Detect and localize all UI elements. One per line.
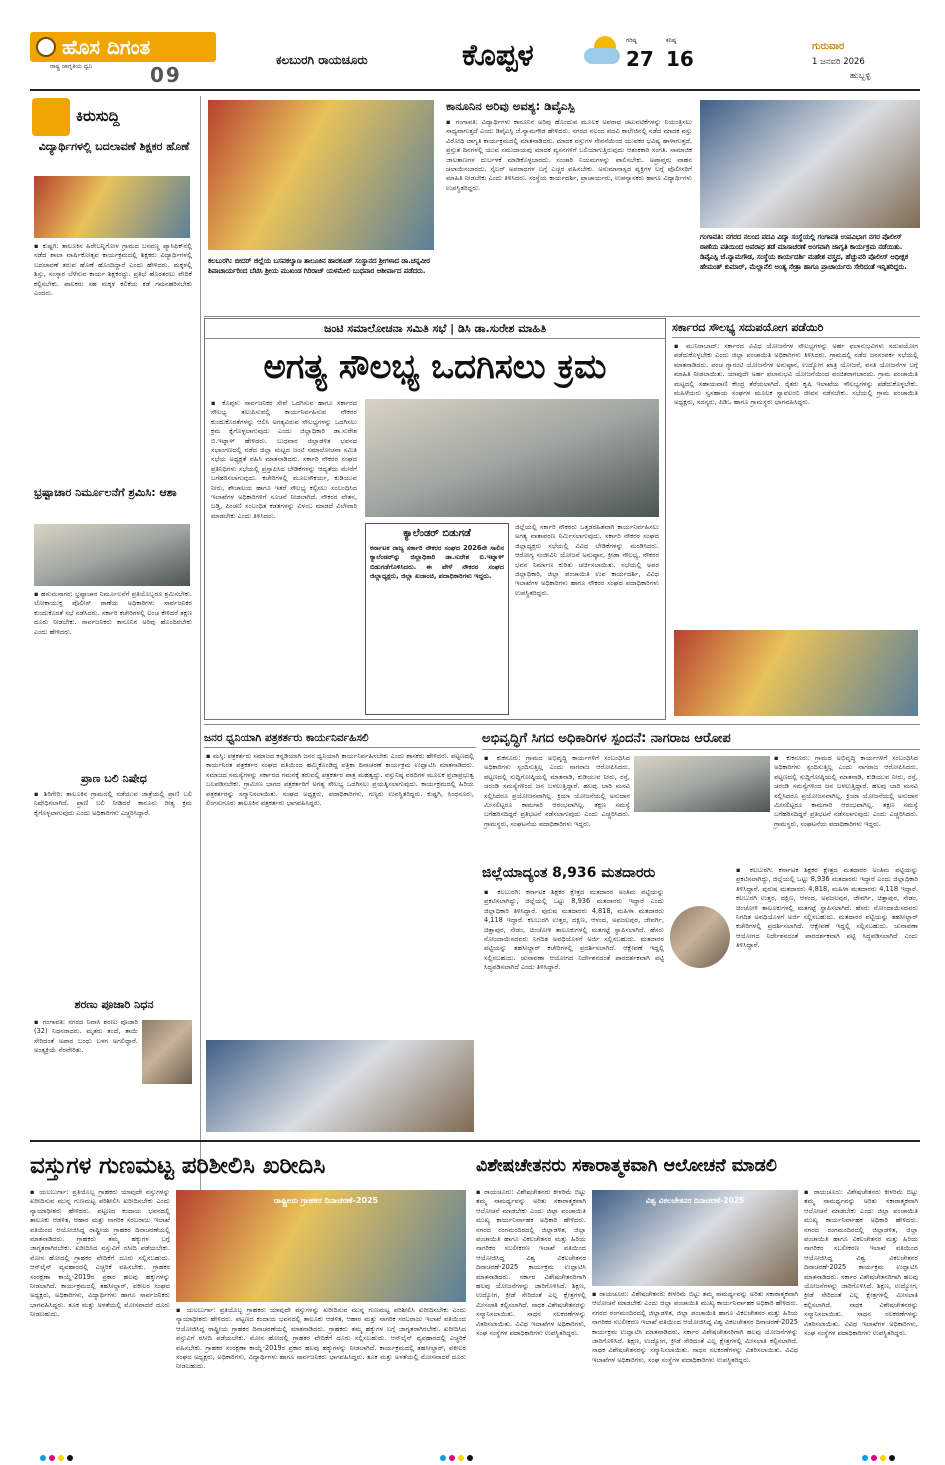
main-photo: [365, 399, 659, 517]
story1-photo: [34, 176, 190, 238]
dysp-caption: ಗಂಗಾವತಿ: ನಗರದ ನಲಂದ ಪದವಿ ವಿದ್ಯಾ ಸಂಸ್ಥೆಯಲ್ಲಿ ಗಂಗಾವತಿ ಉಪವಿಭಾಗ ನಗರ ಪೊಲೀಸ್ ಠಾಣೆಯ ವತಿಯಿಂದ ಅಪರಾಧ ತಡೆ ಮಾಸಾಚರಣೆ ಅಂಗವಾಗಿ ಜಾಗೃತಿ ಕಾರ್ಯಕ್ರಮ ನಡೆಯಿತು. ಡಿವೈಎಸ್ಪಿ ಜೆ.ನ್ಯಾಮಗೌಡ, ಸಂಸ್ಥೆಯ ಕಾರ್ಯದರ್ಶಿ ಮಹೇಶ ವಸ್ತ್ರದ, ಹೆಚ್ಚುವರಿ ಪೊಲೀಸ್ ಅಧೀಕ್ಷಕ ಹೇಮಂತ್ ಕುಮಾರ್, ಮೆಲ್ಲಾನೆಲಿ ಅಂತ್ಯ ನೇತ್ರಾ ಹಾಗೂ ಪ್ರಾಚಾರ್ಯರು ಸೇರಿದಂತೆ ಇನ್ನಿತರಿದ್ದರು.: [700, 233, 908, 271]
logo-text: ಹೊಸ ದಿಗಂತ: [62, 35, 151, 59]
main-story: [204, 318, 666, 720]
bottom-section-rule: [30, 1140, 920, 1142]
city: ಹುಬ್ಬಳ್ಳಿ: [850, 71, 871, 81]
govt-benefit-story: [672, 318, 920, 720]
weather-icon: [584, 34, 624, 70]
date: 1 ಜನವರಿ 2026: [812, 57, 865, 67]
story2-photo: [34, 524, 190, 586]
story4-portrait: [142, 1020, 192, 1084]
journalists-title: ಜನರ ಧ್ವನಿಯಾಗಿ ಪತ್ರಕರ್ತರು ಕಾರ್ಯನಿರ್ವಹಿಸಲಿ: [204, 728, 476, 748]
voters-story: [482, 862, 920, 1136]
officials-story: [482, 728, 920, 860]
main-kicker: ಜಂಟಿ ಸಮಾಲೋಚನಾ ಸಮಿತಿ ಸಭೆ | ಡಿಸಿ ಡಾ.ಸುರೇಶ ಮಾಹಿತಿ: [205, 319, 665, 339]
officials-text: ▪ ಕುಕನೂರು: ಗ್ರಾಮದ ಅಭಿವೃದ್ಧಿ ಕಾರ್ಯಗಳಿಗೆ ಸಂಬಂಧಿಸಿದ ಅಧಿಕಾರಿಗಳು ಸ್ಪಂದಿಸುತ್ತಿಲ್ಲ ಎಂದು ನಾಗರಾಜ ಆರೋಪಿಸಿದರು. ಪಟ್ಟಣದಲ್ಲಿ ಸುದ್ದಿಗೋಷ್ಠಿಯಲ್ಲಿ ಮಾತನಾಡಿ, ಕುಡಿಯುವ ನೀರು, ರಸ್ತೆ, ಚರಂಡಿ ಸಮಸ್ಯೆಗಳಿಂದ ಜನ ಬಳಲುತ್ತಿದ್ದಾರೆ. ಹಲವು ಬಾರಿ ಮನವಿ ಸಲ್ಲಿಸಿದರೂ ಪ್ರಯೋಜನವಾಗಿಲ್ಲ. ಕ್ರಿಯಾ ಯೋಜನೆಯಲ್ಲಿ ಅನುದಾನ ಮೀಸಲಿಟ್ಟರೂ ಕಾಮಗಾರಿ ಆರಂಭವಾಗಿಲ್ಲ. ತಕ್ಷಣ ಸಮಸ್ಯೆ ಬಗೆಹರಿಸದಿದ್ದರೆ ಪ್ರತಿಭಟನೆ ನಡೆಸಲಾಗುವುದು ಎಂದು ಎಚ್ಚರಿಸಿದರು. ಗ್ರಾಮಸ್ಥರು, ಸಂಘಟನೆಯ ಪದಾಧಿಕಾರಿಗಳು ಇದ್ದರು.: [484, 754, 633, 828]
registration-dots-right: [862, 1446, 922, 1454]
voters-title: ಜಿಲ್ಲೆಯಾದ್ಯಂತ 8,936 ಮತದಾರರು: [482, 865, 656, 881]
govt-benefit-title: ಸರ್ಕಾರದ ಸೌಲಭ್ಯ ಸದುಪಯೋಗ ಪಡೆಯಿರಿ: [672, 318, 920, 338]
story2-text: ▪ ಹನುಮಸಾಗರ: ಭ್ರಷ್ಟಾಚಾರ ನಿರ್ಮೂಲನೆಗೆ ಪ್ರತಿಯೊಬ್ಬರೂ ಶ್ರಮಿಸಬೇಕು. ಲೋಕಾಯುಕ್ತ ಪೊಲೀಸ್ ಠಾಣೆಯ ಅಧಿಕಾರಿಗಳು ಸಾರ್ವಜನಿಕರ ಕುಂದುಕೊರತೆ ಸಭೆ ನಡೆಸಿದರು. ಸರ್ಕಾರಿ ಕಚೇರಿಗಳಲ್ಲಿ ಲಂಚ ಕೇಳಿದರೆ ತಕ್ಷಣ ದೂರು ನೀಡಬೇಕು. ಸಾರ್ವಜನಿಕರು ಕಾನೂನಿನ ಅರಿವು ಹೊಂದಿರಬೇಕು ಎಂದು ಹೇಳಿದರು.: [34, 590, 195, 636]
consumer-photo: [176, 1190, 466, 1302]
page-number: 09: [150, 63, 182, 87]
disabled-text-cont: ▪ ರಾಯಚೂರು: ವಿಶೇಷಚೇತನರು ಕೀಳರಿಮೆ ಬಿಟ್ಟು ತಮ್ಮ ಸಾಮರ್ಥ್ಯವನ್ನು ಅರಿತು ಸಕಾರಾತ್ಮಕವಾಗಿ ಆಲೋಚನೆ ಮಾಡಬೇಕು ಎಂದು ಜಿಲ್ಲಾ ಪಂಚಾಯಿತಿ ಮುಖ್ಯ ಕಾರ್ಯನಿರ್ವಾಹಕ ಅಧಿಕಾರಿ ಹೇಳಿದರು. ನಗರದ ರಂಗಮಂದಿರದಲ್ಲಿ ಜಿಲ್ಲಾಡಳಿತ, ಜಿಲ್ಲಾ ಪಂಚಾಯಿತಿ ಹಾಗೂ ವಿಕಲಚೇತನರ ಮತ್ತು ಹಿರಿಯ ನಾಗರಿಕರ ಸಬಲೀಕರಣ ಇಲಾಖೆ ವತಿಯಿಂದ ಆಯೋಜಿಸಿದ್ದ ವಿಶ್ವ ವಿಕಲಚೇತನರ ದಿನಾಚರಣೆ-2025 ಕಾರ್ಯಕ್ರಮ ಉದ್ಘಾಟಿಸಿ ಮಾತನಾಡಿದರು. ಸರ್ಕಾರ ವಿಶೇಷಚೇತನರಿಗಾಗಿ ಹಲವು ಯೋಜನೆಗಳನ್ನು ಜಾರಿಗೊಳಿಸಿದೆ. ಶಿಕ್ಷಣ, ಉದ್ಯೋಗ, ಕ್ರೀಡೆ ಸೇರಿದಂತೆ ಎಲ್ಲ ಕ್ಷೇತ್ರಗಳಲ್ಲಿ ಮೀಸಲಾತಿ ಕಲ್ಪಿಸಲಾಗಿದೆ. ಸಾಧಕ ವಿಶೇಷಚೇತನರನ್ನು ಸನ್ಮಾನಿಸಲಾಯಿತು. ಸಾಧನ ಸಲಕರಣೆಗಳನ್ನು ವಿತರಿಸಲಾಯಿತು. ವಿವಿಧ ಇಲಾಖೆಗಳ ಅಧಿಕಾರಿಗಳು, ಸಂಘ ಸಂಸ್ಥೆಗಳ ಪದಾಧಿಕಾರಿಗಳು ಉಪಸ್ಥಿತರಿದ್ದರು.: [592, 1290, 801, 1364]
edition-name: ಕೊಪ್ಪಳ: [462, 38, 534, 73]
day: ಗುರುವಾರ: [812, 41, 845, 52]
dysp-photo: [700, 100, 920, 228]
officials-text-cont: ▪ ಕುಕನೂರು: ಗ್ರಾಮದ ಅಭಿವೃದ್ಧಿ ಕಾರ್ಯಗಳಿಗೆ ಸಂಬಂಧಿಸಿದ ಅಧಿಕಾರಿಗಳು ಸ್ಪಂದಿಸುತ್ತಿಲ್ಲ ಎಂದು ನಾಗರಾಜ ಆರೋಪಿಸಿದರು. ಪಟ್ಟಣದಲ್ಲಿ ಸುದ್ದಿಗೋಷ್ಠಿಯಲ್ಲಿ ಮಾತನಾಡಿ, ಕುಡಿಯುವ ನೀರು, ರಸ್ತೆ, ಚರಂಡಿ ಸಮಸ್ಯೆಗಳಿಂದ ಜನ ಬಳಲುತ್ತಿದ್ದಾರೆ. ಹಲವು ಬಾರಿ ಮನವಿ ಸಲ್ಲಿಸಿದರೂ ಪ್ರಯೋಜನವಾಗಿಲ್ಲ. ಕ್ರಿಯಾ ಯೋಜನೆಯಲ್ಲಿ ಅನುದಾನ ಮೀಸಲಿಟ್ಟರೂ ಕಾಮಗಾರಿ ಆರಂಭವಾಗಿಲ್ಲ. ತಕ್ಷಣ ಸಮಸ್ಯೆ ಬಗೆಹರಿಸದಿದ್ದರೆ ಪ್ರತಿಭಟನೆ ನಡೆಸಲಾಗುವುದು ಎಂದು ಎಚ್ಚರಿಸಿದರು. ಗ್ರಾಮಸ್ಥರು, ಸಂಘಟನೆಯ ಪದಾಧಿಕಾರಿಗಳು ಇದ್ದರು.: [774, 754, 921, 828]
disabled-story: [476, 1146, 920, 1436]
calendar-box: [365, 523, 509, 715]
blessing-photo: [208, 100, 434, 250]
story4-text: ▪ ಗಂಗಾವತಿ: ನಗರದ ನಿವಾಸಿ ಶರಣು ಪೂಜಾರಿ (32) ನಿಧನರಾದರು. ಮೃತರು ತಂದೆ, ತಾಯಿ ಸೇರಿದಂತೆ ಅಪಾರ ಬಂಧು ಬಳಗ ಅಗಲಿದ್ದಾರೆ. ಅಂತ್ಯಕ್ರಿಯೆ ನೆರವೇರಿತು.: [34, 1018, 141, 1055]
journalists-story: [204, 728, 476, 1136]
consumer-title: ವಸ್ತುಗಳ ಗುಣಮಟ್ಟ ಪರಿಶೀಲಿಸಿ ಖರೀದಿಸಿ: [30, 1153, 326, 1179]
main-headline: ಅಗತ್ಯ ಸೌಲಭ್ಯ ಒದಗಿಸಲು ಕ್ರಮ: [263, 347, 607, 387]
registration-dots-left: [40, 1446, 100, 1454]
story3-title: ಪ್ರಾಣ ಬಲಿ ನಿಷೇಧ: [81, 772, 147, 785]
story1-title: ವಿದ್ಯಾರ್ಥಿಗಳಲ್ಲಿ ಬದಲಾವಣೆ ಶಿಕ್ಷಕರ ಹೊಣೆ: [38, 140, 190, 153]
logo-tagline: ರಾಷ್ಟ್ರ ಜಾಗೃತಿಯ ಧ್ವನಿ: [50, 63, 93, 70]
registration-dots-center: [440, 1446, 500, 1454]
govt-benefit-photo: [674, 630, 918, 716]
disabled-text-col3: ▪ ರಾಯಚೂರು: ವಿಶೇಷಚೇತನರು ಕೀಳರಿಮೆ ಬಿಟ್ಟು ತಮ್ಮ ಸಾಮರ್ಥ್ಯವನ್ನು ಅರಿತು ಸಕಾರಾತ್ಮಕವಾಗಿ ಆಲೋಚನೆ ಮಾಡಬೇಕು ಎಂದು ಜಿಲ್ಲಾ ಪಂಚಾಯಿತಿ ಮುಖ್ಯ ಕಾರ್ಯನಿರ್ವಾಹಕ ಅಧಿಕಾರಿ ಹೇಳಿದರು. ನಗರದ ರಂಗಮಂದಿರದಲ್ಲಿ ಜಿಲ್ಲಾಡಳಿತ, ಜಿಲ್ಲಾ ಪಂಚಾಯಿತಿ ಹಾಗೂ ವಿಕಲಚೇತನರ ಮತ್ತು ಹಿರಿಯ ನಾಗರಿಕರ ಸಬಲೀಕರಣ ಇಲಾಖೆ ವತಿಯಿಂದ ಆಯೋಜಿಸಿದ್ದ ವಿಶ್ವ ವಿಕಲಚೇತನರ ದಿನಾಚರಣೆ-2025 ಕಾರ್ಯಕ್ರಮ ಉದ್ಘಾಟಿಸಿ ಮಾತನಾಡಿದರು. ಸರ್ಕಾರ ವಿಶೇಷಚೇತನರಿಗಾಗಿ ಹಲವು ಯೋಜನೆಗಳನ್ನು ಜಾರಿಗೊಳಿಸಿದೆ. ಶಿಕ್ಷಣ, ಉದ್ಯೋಗ, ಕ್ರೀಡೆ ಸೇರಿದಂತೆ ಎಲ್ಲ ಕ್ಷೇತ್ರಗಳಲ್ಲಿ ಮೀಸಲಾತಿ ಕಲ್ಪಿಸಲಾಗಿದೆ. ಸಾಧಕ ವಿಶೇಷಚೇತನರನ್ನು ಸನ್ಮಾನಿಸಲಾಯಿತು. ಸಾಧನ ಸಲಕರಣೆಗಳನ್ನು ವಿತರಿಸಲಾಯಿತು. ವಿವಿಧ ಇಲಾಖೆಗಳ ಅಧಿಕಾರಿಗಳು, ಸಂಘ ಸಂಸ್ಥೆಗಳ ಪದಾಧಿಕಾರಿಗಳು ಉಪಸ್ಥಿತರಿದ್ದರು.: [804, 1188, 921, 1338]
consumer-story: [30, 1146, 470, 1436]
voters-text-cont: ▪ ಕಲಬುರಗಿ: ಕರ್ನಾಟಕ ಶಿಕ್ಷಕರ ಕ್ಷೇತ್ರದ ಮತದಾರರ ಅಂತಿಮ ಪಟ್ಟಿಯನ್ನು ಪ್ರಕಟಿಸಲಾಗಿದ್ದು, ಜಿಲ್ಲೆಯಲ್ಲಿ ಒಟ್ಟು 8,936 ಮತದಾರರು ಇದ್ದಾರೆ ಎಂದು ಜಿಲ್ಲಾಧಿಕಾರಿ ತಿಳಿಸಿದ್ದಾರೆ. ಪುರುಷ ಮತದಾರರು 4,818, ಮಹಿಳಾ ಮತದಾರರು 4,118 ಇದ್ದಾರೆ. ಕಲಬುರಗಿ ಉತ್ತರ, ದಕ್ಷಿಣ, ಆಳಂದ, ಅಫಜಲಪುರ, ಜೇವರ್ಗಿ, ಚಿತ್ತಾಪುರ, ಸೇಡಂ, ಚಿಂಚೋಳಿ ತಾಲೂಕುಗಳಲ್ಲಿ ಮತಗಟ್ಟೆ ಸ್ಥಾಪಿಸಲಾಗಿದೆ. ಹೆಸರು ನೋಂದಾಯಿಸದವರು ನಿಗದಿತ ಅವಧಿಯೊಳಗೆ ಅರ್ಜಿ ಸಲ್ಲಿಸಬಹುದು. ಮತದಾರರ ಪಟ್ಟಿಯನ್ನು ತಹಸೀಲ್ದಾರ್ ಕಚೇರಿಗಳಲ್ಲಿ ಪ್ರದರ್ಶಿಸಲಾಗಿದೆ. ಆಕ್ಷೇಪಣೆ ಇದ್ದಲ್ಲಿ ಸಲ್ಲಿಸಬಹುದು. ಚುನಾವಣಾ ಆಯೋಗದ ನಿರ್ದೇಶನದಂತೆ ಪಾರದರ್ಶಕವಾಗಿ ಪಟ್ಟಿ ಸಿದ್ಧಪಡಿಸಲಾಗಿದೆ ಎಂದು ತಿಳಿಸಿದ್ದಾರೆ.: [736, 866, 921, 950]
disabled-title: ವಿಶೇಷಚೇತನರು ಸಕಾರಾತ್ಮಕವಾಗಿ ಆಲೋಚನೆ ಮಾಡಲಿ: [476, 1156, 777, 1176]
kirusuddi-hand-icon: [32, 98, 70, 136]
journalists-photo: [206, 1040, 474, 1132]
story4-title: ಶರಣು ಪೂಜಾರಿ ನಿಧನ: [74, 998, 154, 1011]
max-temp: 27: [626, 47, 654, 71]
dysp-text: ▪ ಗಂಗಾವತಿ: ವಿದ್ಯಾರ್ಥಿಗಳು ಕಾನೂನಿನ ಅರಿವು ಹೊಂದುವ ಮೂಲಕ ಅಪರಾಧ ಚಟುವಟಿಕೆಗಳನ್ನು ನಿಯಂತ್ರಿಸಲು ಸಾಧ್ಯವಾಗುತ್ತದೆ ಎಂದು ಡಿವೈಎಸ್ಪಿ ಜೆ.ನ್ಯಾಮಗೌಡ ಹೇಳಿದರು. ನಗರದ ನಲಂದ ಪದವಿ ಕಾಲೇಜಿನಲ್ಲಿ ನಡೆದ ಮಾದಕ ವಸ್ತು ವಿರೋಧಿ ಜಾಗೃತಿ ಕಾರ್ಯಕ್ರಮದಲ್ಲಿ ಮಾತನಾಡಿದರು. ಮಾದಕ ವಸ್ತುಗಳ ಸೇವನೆಯಿಂದ ಯುವಕರ ಭವಿಷ್ಯ ಹಾಳಾಗುತ್ತದೆ. ಪ್ರಸ್ತುತ ದಿನಗಳಲ್ಲಿ ಯುವ ಸಮುದಾಯವು ಮಾದಕ ವ್ಯಸನಗಳಿಗೆ ಬಲಿಯಾಗುತ್ತಿರುವುದು ಆತಂಕಕಾರಿ ಸಂಗತಿ. ಸಾಮಾಜಿಕ ಜಾಲತಾಣಗಳ ದುರ್ಬಳಕೆ ಮಾಡಿಕೊಳ್ಳಬಾರದು. ಸಂಚಾರಿ ನಿಯಮಗಳನ್ನು ಪಾಲಿಸಬೇಕು. ಅಪ್ರಾಪ್ತರು ವಾಹನ ಚಲಾಯಿಸಬಾರದು. ಸೈಬರ್ ಅಪರಾಧಗಳ ಬಗ್ಗೆ ಎಚ್ಚರ ವಹಿಸಬೇಕು. ಅನುಮಾನಾಸ್ಪದ ವ್ಯಕ್ತಿಗಳ ಬಗ್ಗೆ ಪೊಲೀಸರಿಗೆ ಮಾಹಿತಿ ನೀಡಬೇಕು ಎಂದು ತಿಳಿಸಿದರು. ಸಂಸ್ಥೆಯ ಕಾರ್ಯದರ್ಶಿ, ಪ್ರಾಚಾರ್ಯರು, ಉಪನ್ಯಾಸಕರು ಹಾಗೂ ವಿದ್ಯಾರ್ಥಿಗಳು ಉಪಸ್ಥಿತರಿದ್ದರು.: [446, 118, 695, 192]
consumer-banner: ರಾಷ್ಟ್ರೀಯ ಗ್ರಾಹಕರ ದಿನಾಚರಣೆ-2025: [273, 1196, 379, 1205]
masthead-rule: [30, 89, 920, 91]
kirusuddi-label: ಕಿರುಸುದ್ದಿ: [76, 107, 120, 125]
calendar-title: ಕ್ಯಾಲೆಂಡರ್ ಬಿಡುಗಡೆ: [403, 528, 471, 539]
districts: ಕಲಬುರಗಿ ರಾಯಚೂರು: [276, 53, 368, 67]
dysp-title: ಕಾನೂನಿನ ಅರಿವು ಅವಶ್ಯ: ಡಿವೈಎಸ್ಪಿ: [446, 99, 575, 113]
min-temp: 16: [666, 47, 694, 71]
left-column-divider: [200, 96, 201, 1220]
story2-title: ಭ್ರಷ್ಟಾಚಾರ ನಿರ್ಮೂಲನೆಗೆ ಶ್ರಮಿಸಿ: ಆಶಾ: [34, 486, 177, 499]
kirusuddi-column: [30, 94, 196, 1224]
disabled-photo: [592, 1190, 798, 1286]
consumer-text-cont: ▪ ಯಲಬುರ್ಗಾ: ಪ್ರತಿಯೊಬ್ಬ ಗ್ರಾಹಕರು ಯಾವುದೇ ವಸ್ತುಗಳನ್ನು ಖರೀದಿಸುವ ಮುನ್ನ ಗುಣಮಟ್ಟ ಪರಿಶೀಲಿಸಿ ಖರೀದಿಸಬೇಕು ಎಂದು ನ್ಯಾಯಾಧೀಶರು ಹೇಳಿದರು. ಪಟ್ಟಣದ ಕಂದಾಯ ಭವನದಲ್ಲಿ ತಾಲೂಕು ಆಡಳಿತ, ಆಹಾರ ಮತ್ತು ನಾಗರಿಕ ಸರಬರಾಜು ಇಲಾಖೆ ವತಿಯಿಂದ ಆಯೋಜಿಸಿದ್ದ ರಾಷ್ಟ್ರೀಯ ಗ್ರಾಹಕರ ದಿನಾಚರಣೆಯಲ್ಲಿ ಮಾತನಾಡಿದರು. ಗ್ರಾಹಕರು ತಮ್ಮ ಹಕ್ಕುಗಳ ಬಗ್ಗೆ ಜಾಗೃತರಾಗಿರಬೇಕು. ಖರೀದಿಸಿದ ವಸ್ತುವಿಗೆ ರಸೀದಿ ಪಡೆಯಬೇಕು. ಮೋಸ ಹೋದಲ್ಲಿ ಗ್ರಾಹಕರ ವೇದಿಕೆಗೆ ದೂರು ಸಲ್ಲಿಸಬಹುದು. ಆನ್‌ಲೈನ್ ವ್ಯವಹಾರದಲ್ಲಿ ಎಚ್ಚರಿಕೆ ವಹಿಸಬೇಕು. ಗ್ರಾಹಕರ ಸಂರಕ್ಷಣಾ ಕಾಯ್ದೆ-2019ರ ಪ್ರಕಾರ ಹಲವು ಹಕ್ಕುಗಳನ್ನು ನೀಡಲಾಗಿದೆ. ಕಾರ್ಯಕ್ರಮದಲ್ಲಿ ತಹಸೀಲ್ದಾರ್, ವಕೀಲರ ಸಂಘದ ಅಧ್ಯಕ್ಷರು, ಅಧಿಕಾರಿಗಳು, ವಿದ್ಯಾರ್ಥಿಗಳು ಹಾಗೂ ಸಾರ್ವಜನಿಕರು ಭಾಗವಹಿಸಿದ್ದರು. ತೂಕ ಮತ್ತು ಅಳತೆಯಲ್ಲಿ ಮೋಸವಾದರೆ ದೂರು ನೀಡಬಹುದು.: [176, 1306, 469, 1371]
officials-title: ಅಭಿವೃದ್ಧಿಗೆ ಸಿಗದ ಅಧಿಕಾರಿಗಳ ಸ್ಪಂದನೆ: ನಾಗರಾಜ ಆರೋಪ: [482, 728, 920, 750]
masthead: [0, 0, 945, 92]
main-text-col1: ▪ ಕೊಪ್ಪಳ: ಸಾರ್ವಜನಿಕರ ಸೇವೆ ಒದಗಿಸುವ ಹಾಗೂ ಸರ್ಕಾರದ ಸೌಲಭ್ಯ ತಲುಪಿಸುವಲ್ಲಿ ಕಾರ್ಯನಿರ್ವಹಿಸುವ ನೌಕರರ ಕುಂದುಕೊರತೆಗಳನ್ನು ಆಲಿಸಿ ಅಗತ್ಯವಿರುವ ಸೌಲಭ್ಯಗಳನ್ನು ಒದಗಿಸಲು ಕ್ರಮ ಕೈಗೊಳ್ಳಲಾಗುವುದು ಎಂದು ಜಿಲ್ಲಾಧಿಕಾರಿ ಡಾ.ಸುರೇಶ ಬಿ.ಇಟ್ನಾಳ್ ಹೇಳಿದರು. ಬುಧವಾರ ಜಿಲ್ಲಾಡಳಿತ ಭವನದ ಸಭಾಂಗಣದಲ್ಲಿ ನಡೆದ ಜಿಲ್ಲಾ ಮಟ್ಟದ ಜಂಟಿ ಸಮಾಲೋಚನಾ ಸಮಿತಿ ಸಭೆಯ ಅಧ್ಯಕ್ಷತೆ ವಹಿಸಿ ಮಾತನಾಡಿದರು. ಸರ್ಕಾರಿ ನೌಕರರ ಸಂಘದ ಪ್ರತಿನಿಧಿಗಳು ಸಭೆಯಲ್ಲಿ ಪ್ರಸ್ತಾಪಿಸಿದ ಬೇಡಿಕೆಗಳನ್ನು ಆದ್ಯತೆಯ ಮೇರೆಗೆ ಬಗೆಹರಿಸಲಾಗುವುದು. ಕಚೇರಿಗಳಲ್ಲಿ ಮೂಲಸೌಕರ್ಯ, ಕುಡಿಯುವ ನೀರು, ಶೌಚಾಲಯ ಹಾಗೂ ಇತರೆ ಸೌಲಭ್ಯ ಕಲ್ಪಿಸಲು ಸಂಬಂಧಿಸಿದ ಇಲಾಖೆಗಳ ಅಧಿಕಾರಿಗಳಿಗೆ ಸೂಚನೆ ನೀಡಲಾಗಿದೆ. ನೌಕರರ ವೇತನ, ಬಡ್ತಿ, ಪಿಂಚಣಿ ಸಂಬಂಧಿತ ಕಡತಗಳನ್ನು ವಿಳಂಬ ಮಾಡದೆ ವಿಲೇವಾರಿ ಮಾಡಬೇಕು ಎಂದು ತಿಳಿಸಿದರು.: [211, 399, 360, 520]
consumer-text: ▪ ಯಲಬುರ್ಗಾ: ಪ್ರತಿಯೊಬ್ಬ ಗ್ರಾಹಕರು ಯಾವುದೇ ವಸ್ತುಗಳನ್ನು ಖರೀದಿಸುವ ಮುನ್ನ ಗುಣಮಟ್ಟ ಪರಿಶೀಲಿಸಿ ಖರೀದಿಸಬೇಕು ಎಂದು ನ್ಯಾಯಾಧೀಶರು ಹೇಳಿದರು. ಪಟ್ಟಣದ ಕಂದಾಯ ಭವನದಲ್ಲಿ ತಾಲೂಕು ಆಡಳಿತ, ಆಹಾರ ಮತ್ತು ನಾಗರಿಕ ಸರಬರಾಜು ಇಲಾಖೆ ವತಿಯಿಂದ ಆಯೋಜಿಸಿದ್ದ ರಾಷ್ಟ್ರೀಯ ಗ್ರಾಹಕರ ದಿನಾಚರಣೆಯಲ್ಲಿ ಮಾತನಾಡಿದರು. ಗ್ರಾಹಕರು ತಮ್ಮ ಹಕ್ಕುಗಳ ಬಗ್ಗೆ ಜಾಗೃತರಾಗಿರಬೇಕು. ಖರೀದಿಸಿದ ವಸ್ತುವಿಗೆ ರಸೀದಿ ಪಡೆಯಬೇಕು. ಮೋಸ ಹೋದಲ್ಲಿ ಗ್ರಾಹಕರ ವೇದಿಕೆಗೆ ದೂರು ಸಲ್ಲಿಸಬಹುದು. ಆನ್‌ಲೈನ್ ವ್ಯವಹಾರದಲ್ಲಿ ಎಚ್ಚರಿಕೆ ವಹಿಸಬೇಕು. ಗ್ರಾಹಕರ ಸಂರಕ್ಷಣಾ ಕಾಯ್ದೆ-2019ರ ಪ್ರಕಾರ ಹಲವು ಹಕ್ಕುಗಳನ್ನು ನೀಡಲಾಗಿದೆ. ಕಾರ್ಯಕ್ರಮದಲ್ಲಿ ತಹಸೀಲ್ದಾರ್, ವಕೀಲರ ಸಂಘದ ಅಧ್ಯಕ್ಷರು, ಅಧಿಕಾರಿಗಳು, ವಿದ್ಯಾರ್ಥಿಗಳು ಹಾಗೂ ಸಾರ್ವಜನಿಕರು ಭಾಗವಹಿಸಿದ್ದರು. ತೂಕ ಮತ್ತು ಅಳತೆಯಲ್ಲಿ ಮೋಸವಾದರೆ ದೂರು ನೀಡಬಹುದು.: [30, 1188, 173, 1319]
disabled-banner: ವಿಶ್ವ ವಿಕಲಚೇತನರ ದಿನಾಚರಣೆ-2025: [645, 1196, 745, 1205]
min-temp-label: ಕನಿಷ್ಠ: [666, 37, 677, 44]
govt-benefit-text: ▪ ಮುನಿರಾಬಾದ್: ಸರ್ಕಾರದ ವಿವಿಧ ಯೋಜನೆಗಳ ಸೌಲಭ್ಯಗಳನ್ನು ಅರ್ಹ ಫಲಾನುಭವಿಗಳು ಸದುಪಯೋಗ ಪಡೆದುಕೊಳ್ಳಬೇಕು ಎಂದು ಜಿಲ್ಲಾ ಪಂಚಾಯಿತಿ ಅಧಿಕಾರಿಗಳು ತಿಳಿಸಿದರು. ಗ್ರಾಮದಲ್ಲಿ ನಡೆದ ಜನಸಂಪರ್ಕ ಸಭೆಯಲ್ಲಿ ಮಾತನಾಡಿದರು. ಪಂಚ ಗ್ಯಾರಂಟಿ ಯೋಜನೆಗಳ ಅನುಷ್ಠಾನ, ಉದ್ಯೋಗ ಖಾತ್ರಿ ಯೋಜನೆ, ವಸತಿ ಯೋಜನೆಗಳ ಬಗ್ಗೆ ಮಾಹಿತಿ ನೀಡಲಾಯಿತು. ಯಾವುದೇ ಅರ್ಹ ಫಲಾನುಭವಿ ಯೋಜನೆಯಿಂದ ವಂಚಿತರಾಗಬಾರದು. ಗ್ರಾಮ ಪಂಚಾಯಿತಿ ಮಟ್ಟದಲ್ಲಿ ಸಹಾಯವಾಣಿ ಕೇಂದ್ರ ತೆರೆಯಲಾಗಿದೆ. ರೈತರು ಕೃಷಿ ಇಲಾಖೆಯ ಸೌಲಭ್ಯಗಳನ್ನು ಪಡೆದುಕೊಳ್ಳಬೇಕು. ಮಹಿಳೆಯರು ಸ್ವಸಹಾಯ ಸಂಘಗಳ ಮೂಲಕ ಸ್ವಾವಲಂಬಿ ಜೀವನ ನಡೆಸಬೇಕು. ಸಭೆಯಲ್ಲಿ ಗ್ರಾಮ ಪಂಚಾಯಿತಿ ಅಧ್ಯಕ್ಷರು, ಸದಸ್ಯರು, ಪಿಡಿಒ ಹಾಗೂ ಗ್ರಾಮಸ್ಥರು ಭಾಗವಹಿಸಿದ್ದರು.: [674, 342, 921, 407]
main-text-col2: ಜಿಲ್ಲೆಯಲ್ಲಿ ಸರ್ಕಾರಿ ನೌಕರರು ಒತ್ತಡರಹಿತವಾಗಿ ಕಾರ್ಯನಿರ್ವಹಿಸಲು ಅಗತ್ಯ ವಾತಾವರಣ ನಿರ್ಮಿಸಲಾಗುವುದು. ಸರ್ಕಾರಿ ನೌಕರರ ಸಂಘದ ಜಿಲ್ಲಾಧ್ಯಕ್ಷರು ಸಭೆಯಲ್ಲಿ ವಿವಿಧ ಬೇಡಿಕೆಗಳನ್ನು ಮಂಡಿಸಿದರು. ಆರೋಗ್ಯ ಸಂಜೀವಿನಿ ಯೋಜನೆ ಅನುಷ್ಠಾನ, ಕ್ರೀಡಾ ಸೌಲಭ್ಯ, ನೌಕರರ ಭವನ ನಿರ್ಮಾಣ ಕುರಿತು ಚರ್ಚಿಸಲಾಯಿತು. ಸಭೆಯಲ್ಲಿ ಅಪರ ಜಿಲ್ಲಾಧಿಕಾರಿ, ಜಿಲ್ಲಾ ಪಂಚಾಯಿತಿ ಉಪ ಕಾರ್ಯದರ್ಶಿ, ವಿವಿಧ ಇಲಾಖೆಗಳ ಅಧಿಕಾರಿಗಳು ಹಾಗೂ ನೌಕರರ ಸಂಘದ ಪದಾಧಿಕಾರಿಗಳು ಉಪಸ್ಥಿತರಿದ್ದರು.: [515, 523, 662, 597]
voters-text: ▪ ಕಲಬುರಗಿ: ಕರ್ನಾಟಕ ಶಿಕ್ಷಕರ ಕ್ಷೇತ್ರದ ಮತದಾರರ ಅಂತಿಮ ಪಟ್ಟಿಯನ್ನು ಪ್ರಕಟಿಸಲಾಗಿದ್ದು, ಜಿಲ್ಲೆಯಲ್ಲಿ ಒಟ್ಟು 8,936 ಮತದಾರರು ಇದ್ದಾರೆ ಎಂದು ಜಿಲ್ಲಾಧಿಕಾರಿ ತಿಳಿಸಿದ್ದಾರೆ. ಪುರುಷ ಮತದಾರರು 4,818, ಮಹಿಳಾ ಮತದಾರರು 4,118 ಇದ್ದಾರೆ. ಕಲಬುರಗಿ ಉತ್ತರ, ದಕ್ಷಿಣ, ಆಳಂದ, ಅಫಜಲಪುರ, ಜೇವರ್ಗಿ, ಚಿತ್ತಾಪುರ, ಸೇಡಂ, ಚಿಂಚೋಳಿ ತಾಲೂಕುಗಳಲ್ಲಿ ಮತಗಟ್ಟೆ ಸ್ಥಾಪಿಸಲಾಗಿದೆ. ಹೆಸರು ನೋಂದಾಯಿಸದವರು ನಿಗದಿತ ಅವಧಿಯೊಳಗೆ ಅರ್ಜಿ ಸಲ್ಲಿಸಬಹುದು. ಮತದಾರರ ಪಟ್ಟಿಯನ್ನು ತಹಸೀಲ್ದಾರ್ ಕಚೇರಿಗಳಲ್ಲಿ ಪ್ರದರ್ಶಿಸಲಾಗಿದೆ. ಆಕ್ಷೇಪಣೆ ಇದ್ದಲ್ಲಿ ಸಲ್ಲಿಸಬಹುದು. ಚುನಾವಣಾ ಆಯೋಗದ ನಿರ್ದೇಶನದಂತೆ ಪಾರದರ್ಶಕವಾಗಿ ಪಟ್ಟಿ ಸಿದ್ಧಪಡಿಸಲಾಗಿದೆ ಎಂದು ತಿಳಿಸಿದ್ದಾರೆ.: [484, 888, 667, 972]
journalists-text: ▪ ಮಸ್ಕಿ: ಪತ್ರಕರ್ತರು ಸಮಾಜದ ಕನ್ನಡಿಯಾಗಿ ಜನರ ಧ್ವನಿಯಾಗಿ ಕಾರ್ಯನಿರ್ವಹಿಸಬೇಕು ಎಂದು ಶಾಸಕರು ಹೇಳಿದರು. ಪಟ್ಟಣದಲ್ಲಿ ಕಾರ್ಯನಿರತ ಪತ್ರಕರ್ತರ ಸಂಘದ ವತಿಯಿಂದ ಹಮ್ಮಿಕೊಂಡಿದ್ದ ಪತ್ರಿಕಾ ದಿನಾಚರಣೆ ಕಾರ್ಯಕ್ರಮ ಉದ್ಘಾಟಿಸಿ ಮಾತನಾಡಿದರು. ಸಮಾಜದ ಸಮಸ್ಯೆಗಳನ್ನು ಸರ್ಕಾರದ ಗಮನಕ್ಕೆ ತರುವಲ್ಲಿ ಪತ್ರಕರ್ತರ ಪಾತ್ರ ಮಹತ್ವದ್ದು. ವಸ್ತುನಿಷ್ಠ ವರದಿಗಳ ಮೂಲಕ ಪ್ರಜಾಪ್ರಭುತ್ವ ಬಲಪಡಿಸಬೇಕು. ಗ್ರಾಮೀಣ ಭಾಗದ ಪತ್ರಕರ್ತರಿಗೆ ಅಗತ್ಯ ಸೌಲಭ್ಯ ಒದಗಿಸಲು ಪ್ರಯತ್ನಿಸಲಾಗುವುದು. ಕಾರ್ಯಕ್ರಮದಲ್ಲಿ ಹಿರಿಯ ಪತ್ರಕರ್ತರನ್ನು ಸನ್ಮಾನಿಸಲಾಯಿತು. ಸಂಘದ ಅಧ್ಯಕ್ಷರು, ಪದಾಧಿಕಾರಿಗಳು, ಗಣ್ಯರು ಉಪಸ್ಥಿತರಿದ್ದರು. ಕುಷ್ಟಗಿ, ಸಿಂಧನೂರು, ಲಿಂಗಸುಗೂರು ತಾಲೂಕಿನ ಪತ್ರಕರ್ತರು ಭಾಗವಹಿಸಿದ್ದರು.: [206, 752, 477, 808]
disabled-text: ▪ ರಾಯಚೂರು: ವಿಶೇಷಚೇತನರು ಕೀಳರಿಮೆ ಬಿಟ್ಟು ತಮ್ಮ ಸಾಮರ್ಥ್ಯವನ್ನು ಅರಿತು ಸಕಾರಾತ್ಮಕವಾಗಿ ಆಲೋಚನೆ ಮಾಡಬೇಕು ಎಂದು ಜಿಲ್ಲಾ ಪಂಚಾಯಿತಿ ಮುಖ್ಯ ಕಾರ್ಯನಿರ್ವಾಹಕ ಅಧಿಕಾರಿ ಹೇಳಿದರು. ನಗರದ ರಂಗಮಂದಿರದಲ್ಲಿ ಜಿಲ್ಲಾಡಳಿತ, ಜಿಲ್ಲಾ ಪಂಚಾಯಿತಿ ಹಾಗೂ ವಿಕಲಚೇತನರ ಮತ್ತು ಹಿರಿಯ ನಾಗರಿಕರ ಸಬಲೀಕರಣ ಇಲಾಖೆ ವತಿಯಿಂದ ಆಯೋಜಿಸಿದ್ದ ವಿಶ್ವ ವಿಕಲಚೇತನರ ದಿನಾಚರಣೆ-2025 ಕಾರ್ಯಕ್ರಮ ಉದ್ಘಾಟಿಸಿ ಮಾತನಾಡಿದರು. ಸರ್ಕಾರ ವಿಶೇಷಚೇತನರಿಗಾಗಿ ಹಲವು ಯೋಜನೆಗಳನ್ನು ಜಾರಿಗೊಳಿಸಿದೆ. ಶಿಕ್ಷಣ, ಉದ್ಯೋಗ, ಕ್ರೀಡೆ ಸೇರಿದಂತೆ ಎಲ್ಲ ಕ್ಷೇತ್ರಗಳಲ್ಲಿ ಮೀಸಲಾತಿ ಕಲ್ಪಿಸಲಾಗಿದೆ. ಸಾಧಕ ವಿಶೇಷಚೇತನರನ್ನು ಸನ್ಮಾನಿಸಲಾಯಿತು. ಸಾಧನ ಸಲಕರಣೆಗಳನ್ನು ವಿತರಿಸಲಾಯಿತು. ವಿವಿಧ ಇಲಾಖೆಗಳ ಅಧಿಕಾರಿಗಳು, ಸಂಘ ಸಂಸ್ಥೆಗಳ ಪದಾಧಿಕಾರಿಗಳು ಉಪಸ್ಥಿತರಿದ್ದರು.: [476, 1188, 589, 1338]
logo: [30, 32, 216, 62]
story1-text: ▪ ಕುಷ್ಟಗಿ: ತಾಲೂಕಿನ ಹಿರೇಬನ್ನಿಗೋಳ ಗ್ರಾಮದ ಬಸವಣ್ಣ ಪ್ಯಾಸಿಫಿಕ್‌ನಲ್ಲಿ ನಡೆದ ಶಾಲಾ ವಾರ್ಷಿಕೋತ್ಸವ ಕಾರ್ಯಕ್ರಮದಲ್ಲಿ ಶಿಕ್ಷಕರು ವಿದ್ಯಾರ್ಥಿಗಳಲ್ಲಿ ಬದಲಾವಣೆ ತರುವ ಹೊಣೆ ಹೊಂದಿದ್ದಾರೆ ಎಂದು ಹೇಳಿದರು. ಮಕ್ಕಳಲ್ಲಿ ಶಿಸ್ತು, ಸಂಸ್ಕಾರ ಬೆಳೆಸುವ ಕಾರ್ಯ ಶಿಕ್ಷಕರದ್ದು. ಪ್ರತಿಭೆ ಹೊರತರಲು ವೇದಿಕೆ ಕಲ್ಪಿಸಬೇಕು. ಪಾಲಕರು ಸಹ ಮಕ್ಕಳ ಕಲಿಕೆಯ ಕಡೆ ಗಮನಹರಿಸಬೇಕು ಎಂದರು.: [34, 242, 195, 298]
top-section-rule: [204, 316, 920, 317]
blessing-caption: ಕಲಬುರಗಿ: ಬೀದರ್ ಜಿಲ್ಲೆಯ ಬಸವಕಲ್ಯಾಣ ತಾಲೂಕಿನ ಹಾರಕೂಡ್ ಸಂಸ್ಥಾನದ ಶ್ರೀಗಳಾದ ಡಾ.ಚನ್ನವೀರ ಶಿವಾಚಾರ್ಯರಿಂದ ಬೆಟಿಸಿ ಶ್ರೀಯ ಮುಖಂಡ ಗಿರಿರಾಜ್ ಯಳಮೇಲಿ ಬುಧವಾರ ಆಶೀರ್ವಾದ ಪಡೆದರು.: [208, 257, 430, 275]
middle-section-rule: [204, 724, 920, 725]
max-temp-label: ಗರಿಷ್ಠ: [626, 37, 637, 44]
logo-emblem-icon: [36, 37, 56, 57]
voters-official-portrait: [670, 906, 730, 968]
story3-text: ▪ ಶಿರಿಗೇರಿ: ತಾಲೂಕಿನ ಗ್ರಾಮದಲ್ಲಿ ನಡೆಯುವ ಜಾತ್ರೆಯಲ್ಲಿ ಪ್ರಾಣಿ ಬಲಿ ನಿಷೇಧಿಸಲಾಗಿದೆ. ಪ್ರಾಣಿ ಬಲಿ ನೀಡಿದರೆ ಕಾನೂನು ರೀತ್ಯ ಕ್ರಮ ಕೈಗೊಳ್ಳಲಾಗುವುದು ಎಂದು ಅಧಿಕಾರಿಗಳು ಎಚ್ಚರಿಸಿದ್ದಾರೆ.: [34, 790, 195, 817]
calendar-text: ಕರ್ನಾಟಕ ರಾಜ್ಯ ಸರ್ಕಾರಿ ನೌಕರರ ಸಂಘದ 2026ನೇ ಸಾಲಿನ ಕ್ಯಾಲೆಂಡರ್‌ನ್ನು ಜಿಲ್ಲಾಧಿಕಾರಿ ಡಾ.ಸುರೇಶ ಬಿ.ಇಟ್ನಾಳ್ ಬಿಡುಗಡೆಗೊಳಿಸಿದರು. ಈ ವೇಳೆ ನೌಕರರ ಸಂಘದ ಜಿಲ್ಲಾಧ್ಯಕ್ಷರು, ಜಿಲ್ಲಾ ಖಜಾಂಚಿ, ಪದಾಧಿಕಾರಿಗಳು ಇದ್ದರು.: [370, 544, 507, 581]
officials-photo: [634, 756, 770, 812]
